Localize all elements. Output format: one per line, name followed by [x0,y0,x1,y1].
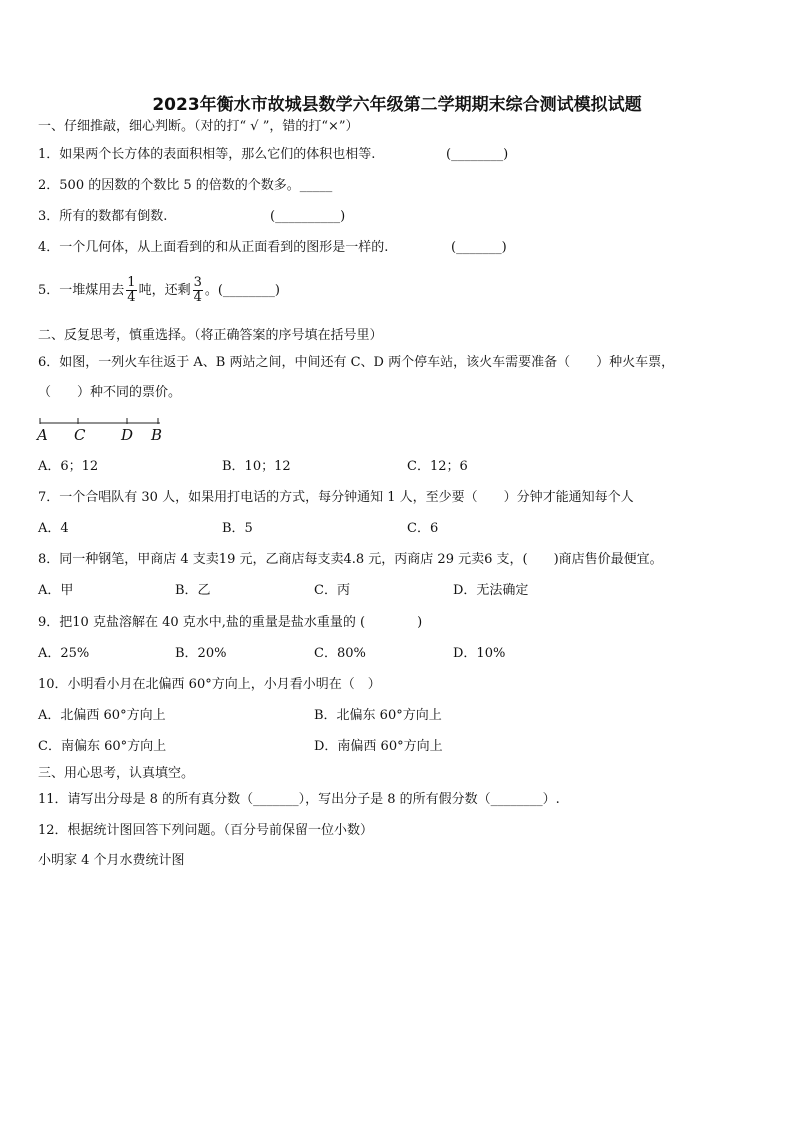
q8-option-c[interactable]: C．丙 [314,583,350,598]
q7-option-a[interactable]: A．4 [38,521,69,536]
question-5-text-b: 吨，还剩 [138,283,191,298]
question-5 [38,274,280,308]
question-3 [38,209,346,225]
q8-option-b[interactable]: B．乙 [175,583,211,598]
q10-option-b[interactable]: B．北偏东 60°方向上 [314,708,442,723]
q8-option-a[interactable]: A．甲 [38,583,74,598]
question-5-text-a: 5．一堆煤用去 [38,283,125,298]
question-9: 9．把10 克盐溶解在 40 克水中,盐的重量是盐水重量的 ( ) [38,615,423,630]
question-4 [38,240,507,256]
q8-option-d[interactable]: D．无法确定 [453,583,529,598]
fraction-2-denominator: 4 [193,290,202,305]
q10-option-d[interactable]: D．南偏西 60°方向上 [314,739,443,754]
q10-option-c[interactable]: C．南偏东 60°方向上 [38,739,167,754]
question-2: 2．500 的因数的个数比 5 的倍数的个数多。_____ [38,178,333,193]
section-2-heading: 二、反复思考，慎重选择。（将正确答案的序号填在括号里） [38,328,383,343]
q9-option-c[interactable]: C．80% [314,646,366,661]
question-7: 7．一个合唱队有 30 人，如果用打电话的方式，每分钟通知 1 人，至少要（ ）分钟才能通知每个人 [38,490,634,505]
station-label-d: D [121,426,134,444]
station-label-a: A [37,426,48,444]
q6-option-c[interactable]: C．12；6 [407,459,468,474]
question-1 [38,147,509,163]
q9-option-a[interactable]: A．25% [38,646,90,661]
question-6-line-2: （ ）种不同的票价。 [38,385,182,400]
q10-option-a[interactable]: A．北偏西 60°方向上 [38,708,166,723]
question-4-text: 4．一个几何体，从上面看到的和从正面看到的图形是一样的. [38,240,389,255]
q7-option-c[interactable]: C．6 [407,521,439,536]
question-12: 12．根据统计图回答下列问题。（百分号前保留一位小数） [38,823,374,838]
fraction-1-numerator: 1 [127,275,136,290]
question-3-blank[interactable]: (__________) [270,209,346,224]
question-1-blank[interactable]: (________) [446,147,509,162]
q7-option-b[interactable]: B．5 [222,521,253,536]
station-label-c: C [74,426,86,444]
question-11: 11．请写出分母是 8 的所有真分数（_______），写出分子是 8 的所有假分数（________）. [38,792,560,807]
section-3-heading: 三、用心思考，认真填空。 [38,766,195,781]
question-10: 10．小明看小月在北偏西 60°方向上，小月看小明在（ ） [38,677,381,692]
question-1-text: 1．如果两个长方体的表面积相等，那么它们的体积也相等. [38,147,376,162]
question-4-blank[interactable]: (_______) [451,240,507,255]
fraction-2-numerator: 3 [193,275,202,290]
q9-option-b[interactable]: B．20% [175,646,227,661]
page-title: 2023年衡水市故城县数学六年级第二学期期末综合测试模拟试题 [152,95,642,115]
question-5-text-c[interactable]: 。(________) [204,283,281,298]
station-line-diagram [36,416,166,430]
question-3-text: 3．所有的数都有倒数. [38,209,168,224]
q9-option-d[interactable]: D．10% [453,646,506,661]
chart-caption: 小明家 4 个月水费统计图 [38,853,185,868]
q6-option-a[interactable]: A．6；12 [38,459,99,474]
fraction-1-denominator: 4 [127,290,136,305]
station-label-b: B [151,426,163,444]
question-8: 8．同一种钢笔，甲商店 4 支卖19 元，乙商店每支卖4.8 元，丙商店 29 元卖6 支，( )商店售价最便宜。 [38,552,663,567]
q6-option-b[interactable]: B．10；12 [222,459,291,474]
fraction-one-quarter [126,276,136,305]
section-1-heading: 一、仔细推敲，细心判断。（对的打“ √ ”，错的打“×”） [38,119,359,134]
question-6-line-1: 6．如图，一列火车往返于 A、B 两站之间，中间还有 C、D 两个停车站，该火车需要准备（ ）种火车票， [38,355,675,370]
fraction-three-quarters [193,276,203,305]
